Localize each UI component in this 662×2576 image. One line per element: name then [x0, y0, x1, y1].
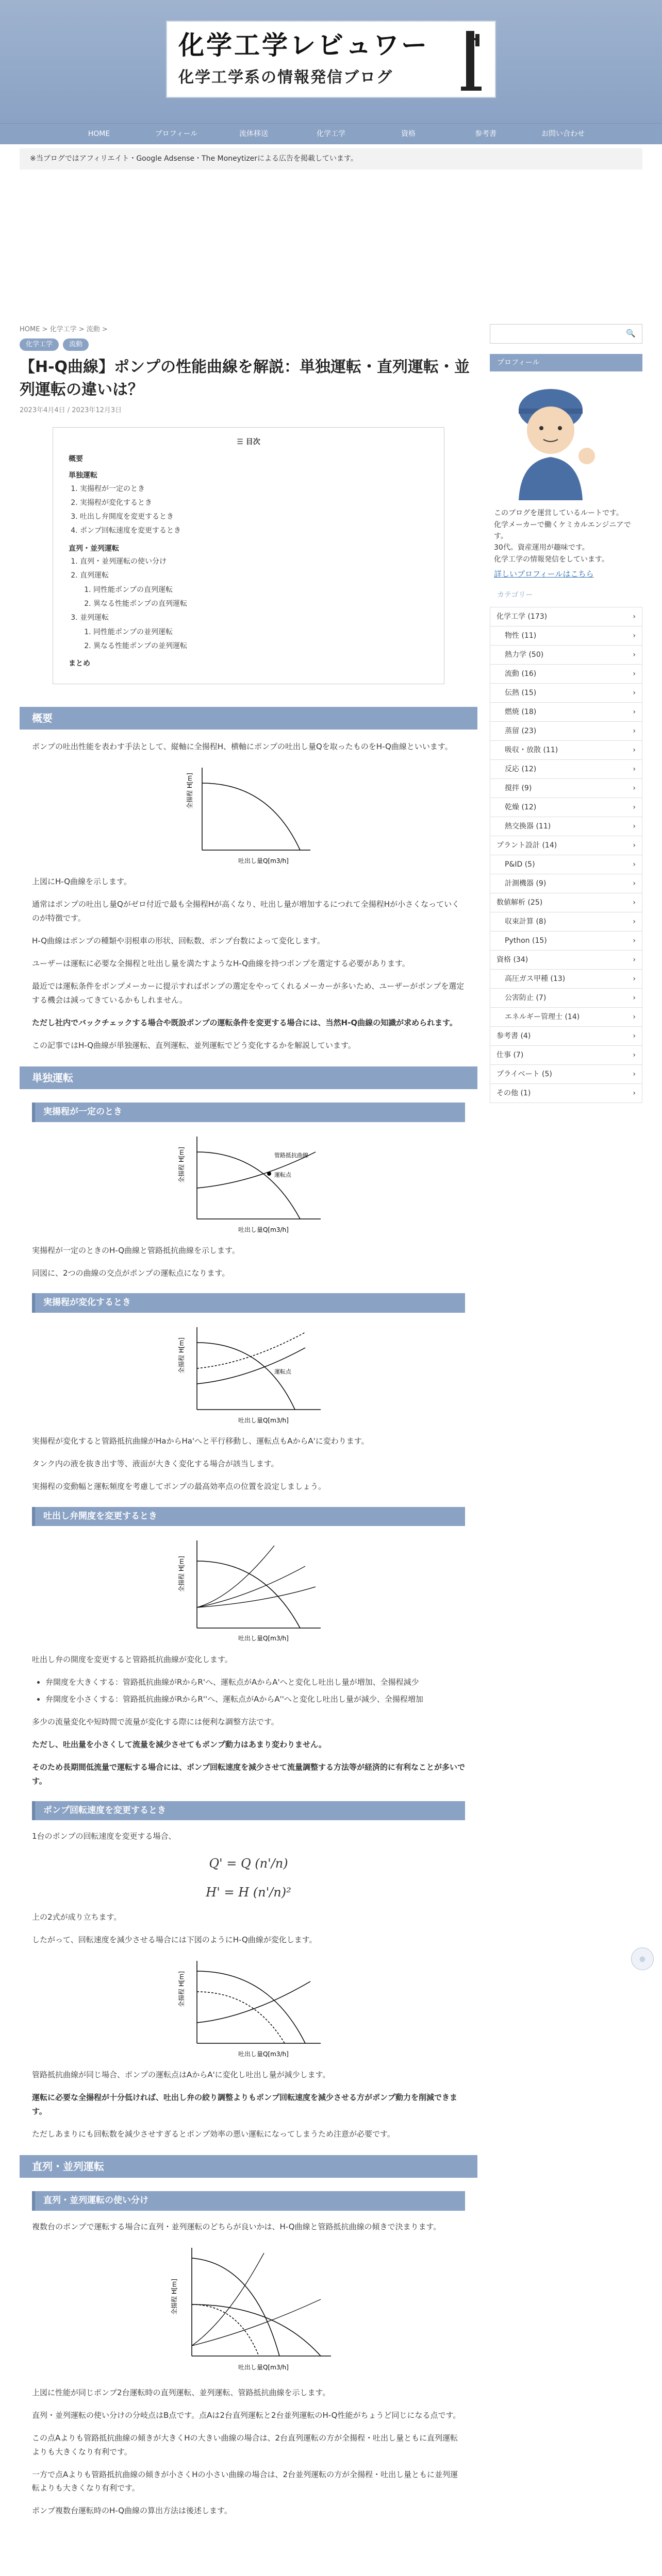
chevron-right-icon: ›: [633, 669, 636, 678]
toc-item[interactable]: 2. 実揚程が変化するとき: [80, 496, 428, 510]
chevron-right-icon: ›: [633, 1031, 636, 1040]
nav-reference-books[interactable]: 参考書: [475, 130, 496, 138]
paragraph: ただし、吐出量を小さくして流量を減少させてもポンプ動力はあまり変わりません。: [32, 1740, 326, 1750]
toc-item[interactable]: 1. 同性能ポンプの並列運転: [93, 625, 428, 639]
profile-text: このブログを運営しているルートです。 化学メーカーで働くケミカルエンジニアです。 30代。資産運用が趣味です。 化学工学の情報発信をしています。: [494, 509, 631, 564]
speed-figure: [20, 1956, 477, 2059]
category-item[interactable]: P&ID (5) ›: [490, 855, 642, 874]
category-item[interactable]: 流動 (16) ›: [490, 665, 642, 684]
site-title: 化学工学レビュワー: [178, 30, 429, 60]
category-item[interactable]: 仕事 (7) ›: [490, 1046, 642, 1065]
chevron-right-icon: ›: [633, 707, 636, 716]
category-list: [490, 607, 642, 1103]
const-head-figure: [20, 1131, 477, 1234]
svg-text:全揚程 H[m]: 全揚程 H[m]: [178, 1146, 185, 1183]
paragraph: 多少の流量変化や短時間で流量が変化する際には便利な調整方法です。: [32, 1717, 279, 1726]
toc-item[interactable]: 2. 直列運転 1. 同性能ポンプの直列運転 2. 異なる性能ポンプの直列運転: [80, 569, 428, 611]
toc-item[interactable]: 3. 並列運転 1. 同性能ポンプの並列運転 2. 異なる性能ポンプの並列運転: [80, 611, 428, 653]
paragraph: 上の2式が成り立ちます。: [32, 1912, 122, 1922]
svg-text:吐出し量Q[m3/h]: 吐出し量Q[m3/h]: [238, 1416, 289, 1424]
article-title: 【H-Q曲線】ポンプの性能曲線を解説：単独運転・直列運転・並列運転の違いは？: [20, 358, 470, 399]
chevron-right-icon: ›: [633, 631, 636, 640]
article-dates: 2023年4月4日 / 2023年12月3日: [20, 406, 122, 415]
subsection-heading: 直列・並列運転の使い分け: [32, 2191, 465, 2211]
chevron-right-icon: ›: [633, 1050, 636, 1059]
search-icon[interactable]: 🔍: [626, 329, 636, 338]
svg-text:運転点: 運転点: [274, 1171, 291, 1178]
svg-text:管路抵抗曲線: 管路抵抗曲線: [274, 1151, 308, 1159]
table-of-contents: [53, 427, 444, 684]
tag-flow[interactable]: 流動: [63, 338, 89, 351]
chevron-right-icon: ›: [633, 745, 636, 754]
toc-item[interactable]: 2. 異なる性能ポンプの直列運転: [93, 597, 428, 611]
paragraph: タンク内の液を抜き出す等、液面が大きく変化する場合が該当します。: [32, 1459, 279, 1469]
nav-qualification[interactable]: 資格: [401, 130, 416, 138]
paragraph: ユーザーは運転に必要な全揚程と吐出し量を満たすようなH-Q曲線を持つポンプを選定する必要があります。: [32, 959, 410, 969]
toc-item[interactable]: 3. 吐出し弁開度を変更するとき: [80, 510, 428, 524]
hq-curve-figure: [20, 762, 477, 866]
global-nav: [0, 124, 662, 144]
ad-space: [0, 170, 662, 324]
nav-chemical-engineering[interactable]: 化学工学: [317, 130, 345, 138]
paragraph: ポンプ複数台運転時のH-Q曲線の算出方法は後述します。: [32, 2506, 232, 2516]
svg-text:全揚程 H[m]: 全揚程 H[m]: [171, 2278, 178, 2315]
share-float-button[interactable]: ◎: [631, 1947, 654, 1970]
search-box[interactable]: [490, 324, 642, 344]
paragraph: 一方で点Aよりも管路抵抗曲線の傾きが小さくHの小さい曲線の場合は、2台並列運転の方が全揚程・吐出し量ともに並列運転よりも大きくなり有利です。: [32, 2469, 458, 2493]
category-item[interactable]: Python (15) ›: [490, 931, 642, 951]
chevron-right-icon: ›: [633, 936, 636, 945]
subsection-heading: 実揚程が一定のとき: [32, 1103, 465, 1122]
chevron-right-icon: ›: [633, 650, 636, 659]
nav-profile[interactable]: プロフィール: [155, 130, 198, 138]
category-item[interactable]: 収束計算 (8) ›: [490, 912, 642, 931]
category-widget-title: カテゴリー: [497, 591, 533, 600]
category-item[interactable]: 燃焼 (18) ›: [490, 703, 642, 722]
paragraph: 運転に必要な全揚程が十分低ければ、吐出し弁の絞り調整よりもポンプ回転速度を減少させる方がポンプ動力を削減できます。: [32, 2093, 458, 2116]
toc-title[interactable]: ☰ 目次: [237, 438, 260, 446]
affiliate-notice: ※当ブログではアフィリエイト・Google Adsense・The Moneytizerによる広告を掲載しています。: [20, 148, 642, 170]
category-item[interactable]: 参考書 (4) ›: [490, 1027, 642, 1046]
sidebar: [490, 324, 642, 2527]
svg-text:吐出し量Q[m3/h]: 吐出し量Q[m3/h]: [238, 2050, 289, 2058]
toc-item[interactable]: 直列・並列運転: [69, 544, 119, 553]
subsection-heading: 吐出し弁開度を変更するとき: [32, 1507, 465, 1527]
svg-text:吐出し量Q[m3/h]: 吐出し量Q[m3/h]: [238, 1635, 289, 1642]
distillation-tower-icon: [460, 29, 483, 92]
paragraph: そのため長期間低流量で運転する場合には、ポンプ回転速度を減少させて流量調整する方法等が経済的に有利なことが多いです。: [32, 1762, 466, 1786]
logo-text: [178, 31, 429, 92]
main-content: [20, 324, 477, 2527]
category-item[interactable]: 熱力学 (50) ›: [490, 646, 642, 665]
chevron-right-icon: ›: [633, 1089, 636, 1097]
profile-avatar: [490, 379, 611, 500]
toc-item[interactable]: 2. 異なる性能ポンプの並列運転: [93, 639, 428, 653]
chevron-right-icon: ›: [633, 917, 636, 926]
toc-item[interactable]: 概要: [69, 454, 83, 463]
category-item[interactable]: 高圧ガス甲種 (13) ›: [490, 970, 642, 989]
svg-text:吐出し量Q[m3/h]: 吐出し量Q[m3/h]: [238, 857, 289, 865]
paragraph: この点Aよりも管路抵抗曲線の傾きが大きくHの大きい曲線の場合は、2台直列運転の方が全揚程・吐出し量ともに直列運転よりも大きくなり有利です。: [32, 2433, 458, 2456]
paragraph: 通常はポンプの吐出し量Qがゼロ付近で最も全揚程Hが高くなり、吐出し量が増加するにつれて全揚程Hが小さくなっていくのが特徴です。: [32, 900, 460, 923]
svg-text:全揚程 H[m]: 全揚程 H[m]: [178, 1556, 185, 1592]
var-head-diagram: [171, 1322, 326, 1425]
category-item[interactable]: 物性 (11) ›: [490, 626, 642, 646]
chevron-right-icon: ›: [633, 860, 636, 869]
category-tags: [20, 338, 477, 351]
paragraph: 複数台のポンプで運転する場合に直列・並列運転のどちらが良いかは、H-Q曲線と管路抵抗曲線の傾きで決まります。: [32, 2222, 441, 2231]
subsection-heading: ポンプ回転速度を変更するとき: [32, 1801, 465, 1821]
chevron-right-icon: ›: [633, 784, 636, 792]
chevron-right-icon: ›: [633, 1070, 636, 1078]
toc-item[interactable]: 4. ポンプ回転速度を変更するとき: [80, 524, 428, 538]
paragraph: 上図にH-Q曲線を示します。: [32, 877, 131, 887]
site-header: [0, 0, 662, 124]
paragraph: 上図に性能が同じポンプ2台運転時の直列運転、並列運転、管路抵抗曲線を示します。: [32, 2387, 330, 2397]
paragraph: 実揚程が一定のときのH-Q曲線と管路抵抗曲線を示します。: [32, 1245, 240, 1255]
category-item[interactable]: 数値解析 (25) ›: [490, 893, 642, 912]
paragraph: したがって、回転速度を減少させる場合には下図のようにH-Q曲線が変化します。: [32, 1935, 317, 1944]
paragraph: 1台のポンプの回転速度を変更する場合、: [32, 1832, 176, 1841]
speed-diagram: [171, 1956, 326, 2059]
category-item[interactable]: 乾燥 (12) ›: [490, 798, 642, 817]
chevron-right-icon: ›: [633, 879, 636, 888]
paragraph: 吐出し弁の開度を変更すると管路抵抗曲線が変化します。: [32, 1655, 233, 1665]
chevron-right-icon: ›: [633, 1012, 636, 1021]
category-item[interactable]: プライベート (5) ›: [490, 1065, 642, 1084]
paragraph: H-Q曲線はポンプの種類や羽根車の形状、回転数、ポンプ台数によって変化します。: [32, 936, 325, 945]
var-head-figure: [20, 1322, 477, 1425]
paragraph: 実揚程の変動幅と運転頻度を考慮してポンプの最高効率点の位置を設定しましょう。: [32, 1482, 326, 1492]
category-item[interactable]: 計測機器 (9) ›: [490, 874, 642, 893]
chevron-right-icon: ›: [633, 688, 636, 697]
category-item[interactable]: 化学工学 (173) ›: [490, 607, 642, 626]
toc-item[interactable]: 単独運転: [69, 471, 97, 480]
category-item[interactable]: 熱交換器 (11) ›: [490, 817, 642, 836]
chevron-right-icon: ›: [633, 803, 636, 811]
chevron-right-icon: ›: [633, 822, 636, 831]
chevron-right-icon: ›: [633, 726, 636, 735]
equation-head: H' = H (n'/n)²: [206, 1885, 291, 1900]
toc-item[interactable]: まとめ: [69, 659, 90, 668]
category-item[interactable]: 吸収・放散 (11) ›: [490, 741, 642, 760]
tag-chemical-engineering[interactable]: 化学工学: [20, 338, 59, 351]
category-item[interactable]: 公害防止 (7) ›: [490, 989, 642, 1008]
category-item[interactable]: 蒸留 (23) ›: [490, 722, 642, 741]
category-item[interactable]: プラント設計 (14) ›: [490, 836, 642, 855]
paragraph: 直列・並列運転の使い分けの分岐点はB点です。点Aは2台直列運転と2台並列運転のH-Q性能がちょうど同じになる点です。: [32, 2411, 461, 2420]
category-item[interactable]: 撹拌 (9) ›: [490, 779, 642, 798]
series-parallel-diagram: [161, 2243, 336, 2377]
paragraph: 同図に、2つの曲線の交点がポンプの運転点になります。: [32, 1268, 230, 1278]
nav-contact[interactable]: お問い合わせ: [541, 130, 585, 138]
svg-text:吐出し量Q[m3/h]: 吐出し量Q[m3/h]: [238, 2363, 289, 2371]
category-item[interactable]: その他 (1) ›: [490, 1084, 642, 1103]
toc-item[interactable]: 1. 直列・並列運転の使い分け: [80, 555, 428, 569]
paragraph: ただし社内でバックチェックする場合や既設ポンプの運転条件を変更する場合には、当然H-Q曲線の知識が求められます。: [32, 1018, 457, 1027]
site-logo[interactable]: [166, 21, 496, 98]
chevron-right-icon: ›: [633, 765, 636, 773]
chevron-right-icon: ›: [633, 898, 636, 907]
svg-text:吐出し量Q[m3/h]: 吐出し量Q[m3/h]: [238, 1226, 289, 1233]
paragraph: ただしあまりにも回転数を減少させすぎるとポンプ効率の悪い運転になってしまうため注意が必要です。: [32, 2129, 395, 2139]
section-heading: 概要: [20, 707, 477, 730]
nav-home[interactable]: HOME: [88, 130, 110, 138]
valve-bullets: [45, 1675, 465, 1706]
toc-item[interactable]: 1. 同性能ポンプの直列運転: [93, 583, 428, 597]
toc-item[interactable]: 1. 実揚程が一定のとき: [80, 482, 428, 496]
svg-text:全揚程 H[m]: 全揚程 H[m]: [178, 1337, 185, 1374]
list-item: • 弁開度を小さくする：管路抵抗曲線がRからR''へ、運転点がAからA''へと変化し吐出し量が減少、全揚程増加: [45, 1692, 465, 1706]
svg-text:運転点: 運転点: [274, 1368, 291, 1375]
valve-figure: [20, 1535, 477, 1643]
profile-widget-title: プロフィール: [490, 354, 642, 372]
chevron-right-icon: ›: [633, 612, 636, 621]
paragraph: 最近では運転条件をポンプメーカーに提示すればポンプの選定をやってくれるメーカーが多いため、ユーザーがポンプを選定する機会は減ってきているかもしれません。: [32, 981, 465, 1005]
nav-fluid-transfer[interactable]: 流体移送: [239, 130, 268, 138]
category-item[interactable]: 反応 (12) ›: [490, 760, 642, 779]
subsection-heading: 実揚程が変化するとき: [32, 1293, 465, 1313]
series-parallel-figure: [20, 2243, 477, 2377]
hq-curve-diagram: [181, 762, 316, 866]
list-item: • 弁開度を大きくする：管路抵抗曲線がRからR'へ、運転点がAからA'へと変化し吐出し量が増加、全揚程減少: [45, 1675, 465, 1689]
category-item[interactable]: 伝熱 (15) ›: [490, 684, 642, 703]
category-item[interactable]: エネルギー管理士 (14) ›: [490, 1008, 642, 1027]
paragraph: 管路抵抗曲線が同じ場合、ポンプの運転点はAからA'に変化し吐出し量が減少します。: [32, 2070, 330, 2080]
paragraph: この記事ではH-Q曲線が単独運転、直列運転、並列運転でどう変化するかを解説しています。: [32, 1041, 356, 1050]
const-head-diagram: [171, 1131, 326, 1234]
chevron-right-icon: ›: [633, 955, 636, 964]
svg-text:全揚程 H[m]: 全揚程 H[m]: [186, 773, 193, 809]
profile-link[interactable]: 詳しいプロフィールはこちら: [494, 569, 594, 579]
content-wrap: [20, 324, 642, 2527]
paragraph: ポンプの吐出性能を表わす手法として、縦軸に全揚程H、横軸にポンプの吐出し量Qを取ったものをH-Q曲線といいます。: [32, 741, 453, 751]
breadcrumb[interactable]: HOME > 化学工学 > 流動 >: [20, 325, 108, 333]
section-heading: 直列・並列運転: [20, 2155, 477, 2178]
site-subtitle: 化学工学系の情報発信ブログ: [178, 69, 393, 87]
section-heading: 単独運転: [20, 1066, 477, 1089]
valve-diagram: [171, 1535, 326, 1643]
paragraph: 実揚程が変化すると管路抵抗曲線がHaからHa'へと平行移動し、運転点もAからA'に変わります。: [32, 1436, 369, 1446]
chevron-right-icon: ›: [633, 974, 636, 983]
equation-flow: Q' = Q (n'/n): [209, 1856, 288, 1871]
chevron-right-icon: ›: [633, 993, 636, 1002]
category-item[interactable]: 資格 (34) ›: [490, 951, 642, 970]
svg-text:全揚程 H[m]: 全揚程 H[m]: [178, 1971, 185, 2008]
chevron-right-icon: ›: [633, 841, 636, 850]
